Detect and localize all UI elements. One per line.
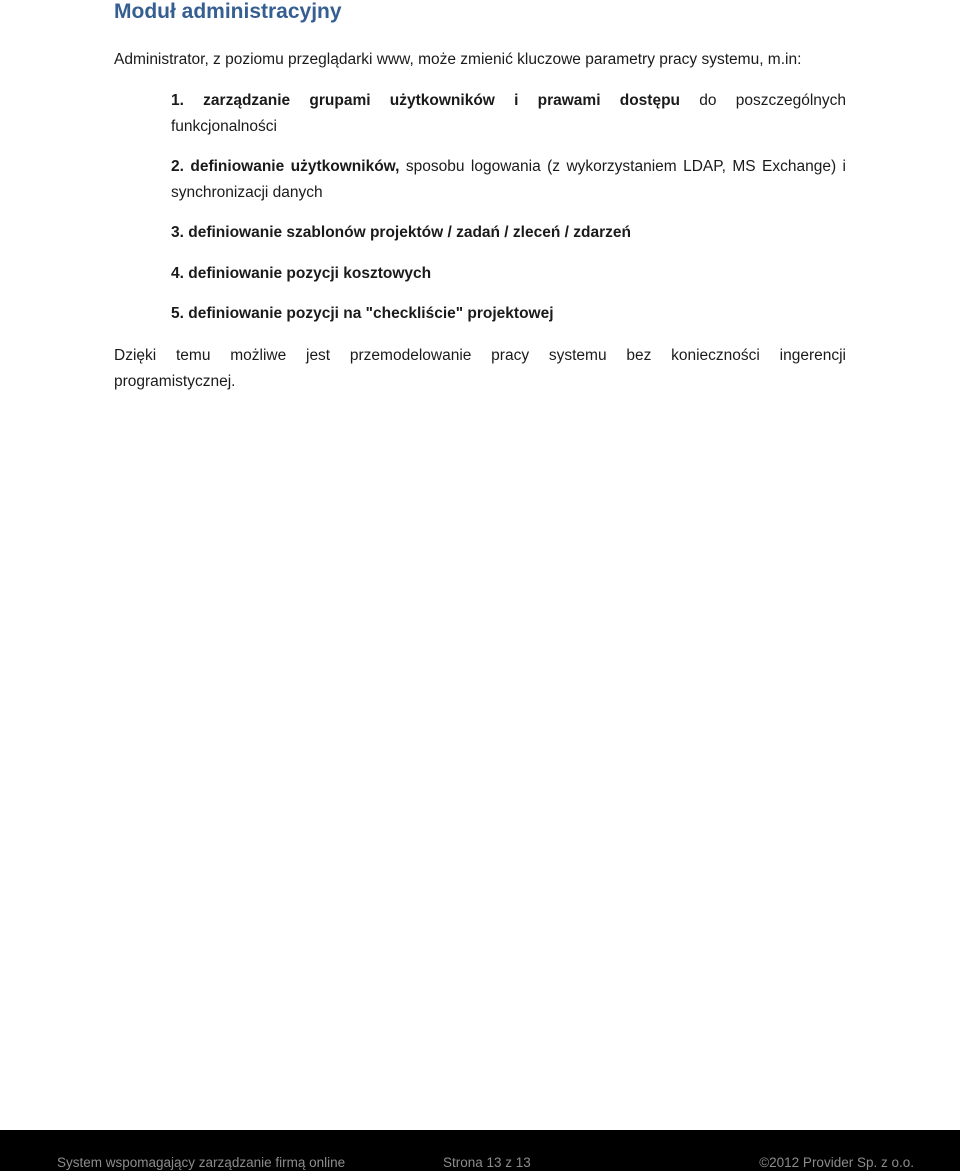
feature-item-1-bold-text: zarządzanie grupami użytkowników i prawami dostępu	[203, 92, 681, 109]
feature-item-2-line1	[171, 154, 846, 180]
outro-line1: Dzięki temu możliwe jest przemodelowanie pracy systemu bez konieczności ingerencji	[114, 347, 846, 364]
feature-item-3-number: 3.	[171, 224, 184, 241]
feature-item-4-number: 4.	[171, 264, 184, 282]
outro-paragraph	[114, 343, 846, 394]
intro-paragraph: Administrator, z poziomu przeglądarki www, może zmienić kluczowe parametry pracy systemu, m.in:	[114, 51, 802, 68]
footer-copyright: ©2012 Provider Sp. z o.o.	[759, 1155, 914, 1170]
feature-item-4-text: definiowanie pozycji kosztowych	[188, 264, 432, 282]
feature-list	[171, 88, 846, 327]
feature-item-2-line2: synchronizacji danych	[171, 183, 323, 201]
feature-item-1-text: do poszczególnych	[680, 92, 847, 109]
feature-item-2	[171, 154, 846, 205]
footer-page-number: Strona 13 z 13	[443, 1155, 531, 1170]
feature-item-1	[171, 88, 846, 139]
footer-product-name: System wspomagający zarządzanie firmą online	[57, 1155, 346, 1170]
feature-item-1-number: 1.	[171, 92, 184, 109]
feature-item-1-line2: funkcjonalności	[171, 117, 277, 135]
page-footer	[0, 1130, 960, 1171]
feature-item-5	[171, 301, 846, 327]
section-heading: Moduł administracyjny	[114, 0, 342, 23]
feature-item-5-number: 5.	[171, 305, 184, 322]
feature-item-2-number: 2.	[171, 158, 184, 175]
feature-item-1-line1	[171, 88, 846, 114]
feature-item-4	[171, 261, 846, 287]
feature-item-3-text: definiowanie szablonów projektów / zadań / zleceń / zdarzeń	[188, 224, 631, 241]
feature-item-2-text: sposobu logowania (z wykorzystaniem LDAP, MS Exchange) i	[399, 158, 846, 175]
feature-item-5-text: definiowanie pozycji na "checkliście" projektowej	[188, 305, 554, 322]
feature-item-3	[171, 220, 846, 246]
feature-item-2-bold-text: definiowanie użytkowników,	[190, 158, 400, 175]
outro-line2: programistycznej.	[114, 372, 236, 390]
